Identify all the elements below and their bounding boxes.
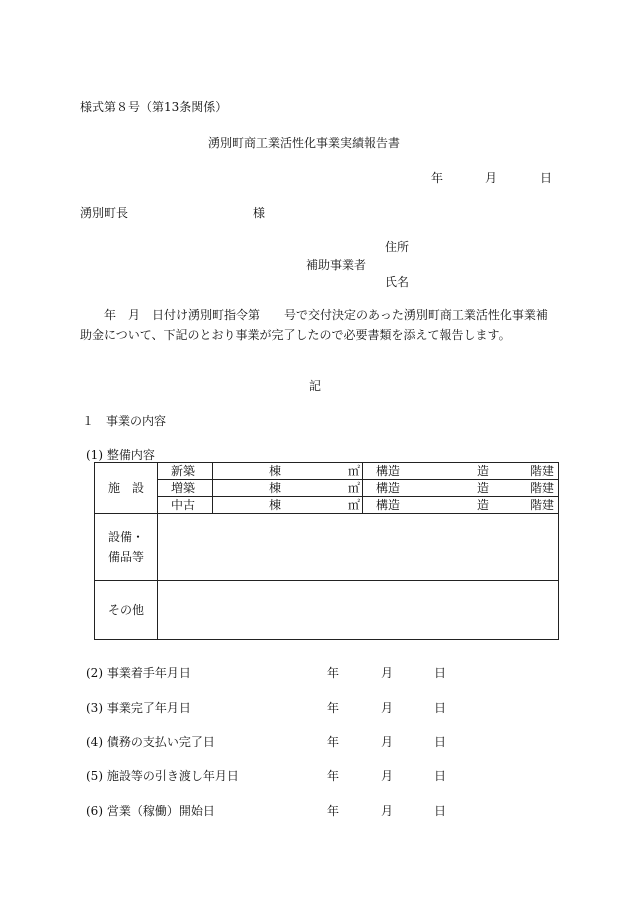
date-month-label: 月 bbox=[485, 171, 498, 185]
date-item-label: (5) 施設等の引き渡し年月日 bbox=[86, 769, 239, 783]
date-item-year: 年 bbox=[327, 769, 340, 783]
facility-count-cell bbox=[213, 497, 363, 514]
build-type-label: 造 bbox=[477, 464, 490, 478]
date-item-year: 年 bbox=[327, 735, 340, 749]
other-content-cell[interactable] bbox=[158, 581, 559, 640]
equipment-header bbox=[95, 514, 158, 581]
date-item-month: 月 bbox=[381, 666, 394, 680]
addressee-honorific: 様 bbox=[253, 206, 266, 220]
form-number: 様式第８号（第13条関係） bbox=[80, 100, 228, 114]
structure-label: 構造 bbox=[376, 464, 401, 478]
equipment-content-cell[interactable] bbox=[158, 514, 559, 581]
facility-table bbox=[94, 462, 559, 640]
date-year-label: 年 bbox=[431, 171, 444, 185]
subsection-heading: (1) 整備内容 bbox=[86, 448, 155, 462]
date-item-row bbox=[0, 736, 630, 750]
body-paragraph: 年 月 日付け湧別町指令第 号で交付決定のあった湧別町商工業活性化事業補助金について、下記のとおり事業が完了したので必要書類を添えて報告します。 bbox=[80, 308, 548, 342]
addressee-name: 湧別町長 bbox=[80, 206, 129, 220]
date-item-row bbox=[0, 770, 630, 784]
building-count-unit: 棟 bbox=[269, 464, 282, 478]
area-unit: ㎡ bbox=[348, 464, 361, 478]
date-item-row bbox=[0, 667, 630, 681]
floors-label: 階建 bbox=[530, 481, 555, 495]
facility-kind: 中古 bbox=[158, 497, 213, 514]
date-item-row bbox=[0, 805, 630, 819]
applicant-role-label: 補助事業者 bbox=[306, 258, 367, 272]
date-item-day: 日 bbox=[434, 804, 447, 818]
date-item-label: (6) 営業（稼働）開始日 bbox=[86, 804, 215, 818]
date-day-label: 日 bbox=[540, 171, 553, 185]
date-item-day: 日 bbox=[434, 735, 447, 749]
date-item-day: 日 bbox=[434, 769, 447, 783]
date-item-month: 月 bbox=[381, 735, 394, 749]
date-item-label: (4) 債務の支払い完了日 bbox=[86, 735, 215, 749]
build-type-label: 造 bbox=[477, 498, 490, 512]
equipment-label-line1: 設備・ bbox=[107, 530, 144, 544]
facility-kind: 増築 bbox=[158, 480, 213, 497]
build-type-label: 造 bbox=[477, 481, 490, 495]
date-item-year: 年 bbox=[327, 701, 340, 715]
area-unit: ㎡ bbox=[348, 498, 361, 512]
date-item-label: (2) 事業着手年月日 bbox=[86, 666, 191, 680]
document-title: 湧別町商工業活性化事業実績報告書 bbox=[208, 136, 401, 150]
structure-label: 構造 bbox=[376, 498, 401, 512]
equipment-label-line2: 備品等 bbox=[107, 550, 144, 564]
date-item-row bbox=[0, 702, 630, 716]
date-item-month: 月 bbox=[381, 701, 394, 715]
facility-count-cell bbox=[213, 480, 363, 497]
building-count-unit: 棟 bbox=[269, 498, 282, 512]
floors-label: 階建 bbox=[530, 464, 555, 478]
section-heading: １ 事業の内容 bbox=[82, 414, 167, 428]
facility-header: 施 設 bbox=[95, 463, 158, 514]
date-item-year: 年 bbox=[327, 804, 340, 818]
date-item-day: 日 bbox=[434, 701, 447, 715]
building-count-unit: 棟 bbox=[269, 481, 282, 495]
facility-structure-cell bbox=[363, 497, 559, 514]
address-label: 住所 bbox=[385, 240, 410, 254]
facility-kind: 新築 bbox=[158, 463, 213, 480]
facility-structure-cell bbox=[363, 463, 559, 480]
date-item-day: 日 bbox=[434, 666, 447, 680]
date-item-month: 月 bbox=[381, 804, 394, 818]
name-label: 氏名 bbox=[385, 275, 410, 289]
facility-count-cell bbox=[213, 463, 363, 480]
date-item-year: 年 bbox=[327, 666, 340, 680]
facility-structure-cell bbox=[363, 480, 559, 497]
date-item-label: (3) 事業完了年月日 bbox=[86, 701, 191, 715]
date-item-month: 月 bbox=[381, 769, 394, 783]
floors-label: 階建 bbox=[530, 498, 555, 512]
other-header: その他 bbox=[95, 581, 158, 640]
note-heading: 記 bbox=[309, 379, 322, 393]
structure-label: 構造 bbox=[376, 481, 401, 495]
area-unit: ㎡ bbox=[348, 481, 361, 495]
